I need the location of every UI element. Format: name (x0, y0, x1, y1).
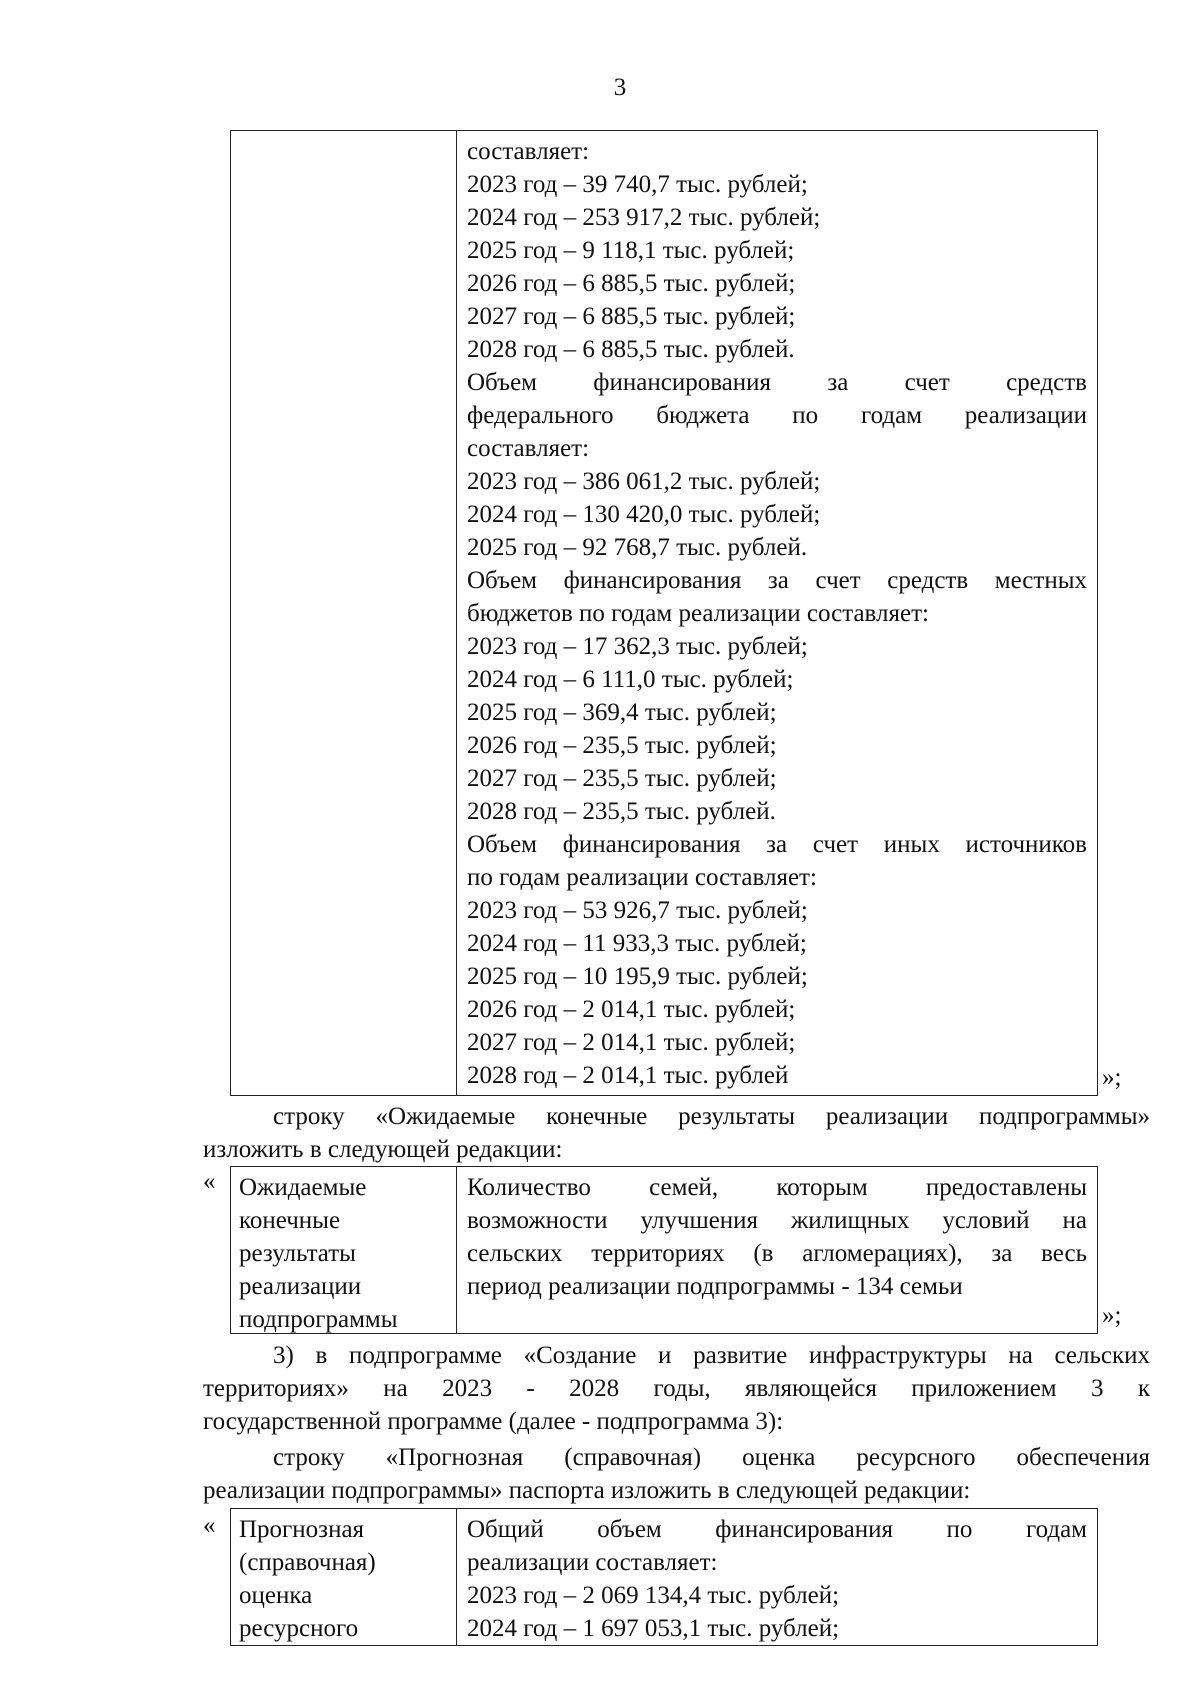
table-line: 2028 год – 235,5 тыс. рублей. (467, 798, 776, 825)
paragraph-line: территориях» на 2023 - 2028 годы, являющейся приложением 3 к (203, 1375, 1150, 1402)
paragraph-line: государственной программе (далее - подпрограмма 3): (203, 1408, 784, 1435)
table-line: составляет: (467, 435, 590, 462)
table-line: 2023 год – 53 926,7 тыс. рублей; (467, 897, 808, 924)
table-line: бюджетов по годам реализации составляет: (467, 600, 929, 627)
table-line: реализации составляет: (467, 1549, 718, 1576)
table-line: 2024 год – 11 933,3 тыс. рублей; (467, 930, 807, 957)
table-line: Количество семей, которым предоставлены (467, 1174, 1087, 1201)
financing-table-right-cell (457, 131, 1097, 1095)
table-line: федерального бюджета по годам реализации (467, 402, 1087, 429)
table-line: период реализации подпрограммы - 134 семьи (467, 1273, 963, 1300)
table-line: Ожидаемые (239, 1174, 367, 1201)
table-line: Общий объем финансирования по годам (467, 1516, 1087, 1543)
paragraph-line: строку «Ожидаемые конечные результаты реализации подпрограммы» (273, 1103, 1150, 1130)
table-line: Прогнозная (239, 1516, 365, 1543)
table-line: реализации (239, 1273, 362, 1300)
table-line: Объем финансирования за счет иных источников (467, 831, 1087, 858)
table-line: ресурсного (239, 1615, 359, 1642)
financing-table-left-cell (231, 131, 457, 1095)
table-line: 2026 год – 235,5 тыс. рублей; (467, 732, 777, 759)
table-line: 2026 год – 6 885,5 тыс. рублей; (467, 270, 796, 297)
table-line: 2028 год – 2 014,1 тыс. рублей (467, 1062, 789, 1089)
opening-quote: « (203, 1512, 216, 1539)
paragraph-expected-results (203, 1100, 1150, 1166)
table-line: 2026 год – 2 014,1 тыс. рублей; (467, 996, 796, 1023)
table-line: 2025 год – 369,4 тыс. рублей; (467, 699, 777, 726)
table-line: (справочная) (239, 1549, 376, 1576)
table-line: 2024 год – 130 420,0 тыс. рублей; (467, 501, 821, 528)
table-line: 2024 год – 6 111,0 тыс. рублей; (467, 666, 794, 693)
results-table-right-cell (457, 1167, 1097, 1333)
table-line: Объем финансирования за счет средств (467, 369, 1087, 396)
table-line: Объем финансирования за счет средств местных (467, 567, 1087, 594)
paragraph-line: строку «Прогнозная (справочная) оценка ресурсного обеспечения (273, 1444, 1150, 1471)
table-line: 2024 год – 1 697 053,1 тыс. рублей; (467, 1615, 840, 1642)
forecast-table-right-cell (457, 1509, 1097, 1645)
opening-quote: « (203, 1168, 216, 1195)
table-line: 2025 год – 10 195,9 тыс. рублей; (467, 963, 808, 990)
table-line: подпрограммы (239, 1306, 398, 1333)
table-line: 2027 год – 2 014,1 тыс. рублей; (467, 1029, 796, 1056)
table-line: оценка (239, 1582, 313, 1609)
forecast-table-left-cell (231, 1509, 457, 1645)
table-line: 2023 год – 386 061,2 тыс. рублей; (467, 468, 821, 495)
paragraph-subprogram-3 (203, 1339, 1150, 1438)
table-line: 2028 год – 6 885,5 тыс. рублей. (467, 336, 795, 363)
table-line: 2024 год – 253 917,2 тыс. рублей; (467, 204, 821, 231)
results-table (230, 1166, 1098, 1334)
table-line: 2027 год – 6 885,5 тыс. рублей; (467, 303, 796, 330)
table-line: по годам реализации составляет: (467, 864, 817, 891)
table-line: 2025 год – 9 118,1 тыс. рублей; (467, 237, 795, 264)
table-line: результаты (239, 1240, 356, 1267)
paragraph-line: реализации подпрограммы» паспорта изложить в следующей редакции: (203, 1477, 971, 1504)
forecast-table (230, 1508, 1098, 1646)
table-line: возможности улучшения жилищных условий на (467, 1207, 1087, 1234)
results-table-left-cell (231, 1167, 457, 1333)
closing-quote: »; (1102, 1064, 1122, 1091)
table-line: 2025 год – 92 768,7 тыс. рублей. (467, 534, 808, 561)
table-line: 2023 год – 39 740,7 тыс. рублей; (467, 171, 808, 198)
table-line: сельских территориях (в агломерациях), за весь (467, 1240, 1087, 1267)
paragraph-line: изложить в следующей редакции: (203, 1136, 563, 1163)
financing-table (230, 130, 1098, 1096)
table-line: конечные (239, 1207, 341, 1234)
table-line: 2023 год – 17 362,3 тыс. рублей; (467, 633, 808, 660)
page-number: 3 (613, 74, 627, 101)
closing-quote: »; (1102, 1302, 1122, 1329)
paragraph-forecast (203, 1441, 1150, 1507)
paragraph-line: 3) в подпрограмме «Создание и развитие инфраструктуры на сельских (273, 1342, 1150, 1369)
table-line: 2023 год – 2 069 134,4 тыс. рублей; (467, 1582, 840, 1609)
table-line: составляет: (467, 138, 590, 165)
table-line: 2027 год – 235,5 тыс. рублей; (467, 765, 777, 792)
